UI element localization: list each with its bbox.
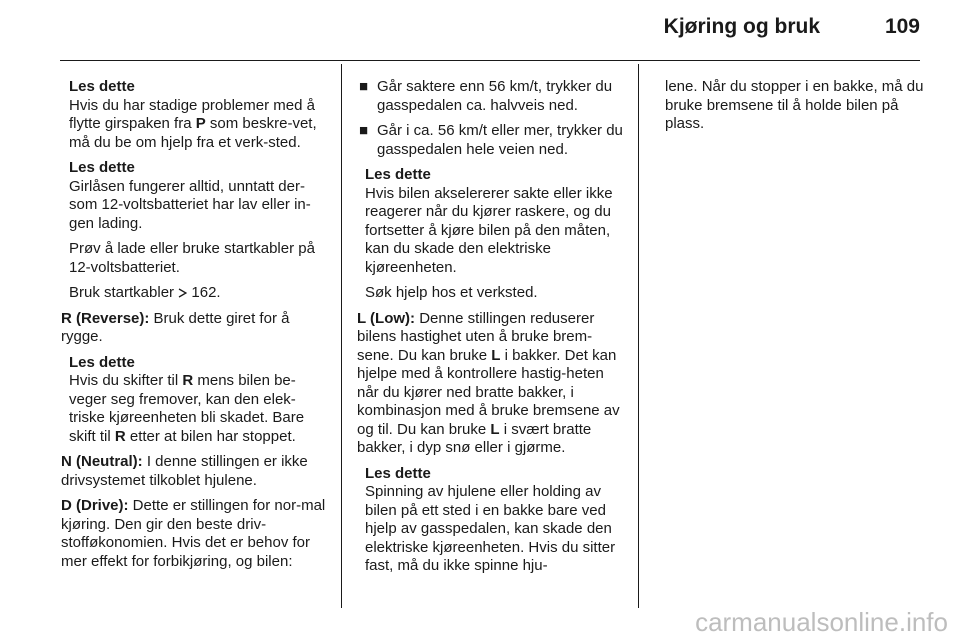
gear-text: I denne stillingen er ikke drivsystemet tilkoblet hjulene. [61, 453, 308, 489]
note-box [357, 166, 625, 277]
list-item [357, 78, 625, 115]
note-paragraph: Søk hjelp hos et verksted. [365, 284, 538, 301]
gear-label: R (Reverse): [61, 309, 150, 327]
list-item-text: Går saktere enn 56 km/t, trykker du gasspedalen ca. halvveis ned. [377, 78, 613, 114]
gear-letter: L [491, 346, 501, 364]
gear-label: L (Low): [357, 309, 416, 327]
note-text: Girlåsen fungerer alltid, unntatt der-som 12-voltsbatteriet har lav eller in-gen lading. [69, 177, 311, 232]
note-box [357, 465, 625, 576]
gear-letter: P [195, 115, 206, 132]
gear-description-l [357, 310, 625, 458]
note-text: etter at bilen har stoppet. [125, 427, 296, 445]
page-reference-arrow-icon [178, 288, 187, 298]
note-text: Hvis du skifter til [69, 372, 183, 389]
gear-text: i bakker. Det kan hjelpe med å kontrollere hastig-heten når du kjører ned bratte bakker, i kombinasjon med å bruke bremsene av og til. Du kan bruke [357, 346, 620, 438]
page-reference[interactable]: 162. [191, 284, 221, 301]
gear-description-n [61, 453, 328, 490]
list-item-text: Går i ca. 56 km/t eller mer, trykker du gasspedalen hele veien ned. [377, 122, 623, 158]
note-title: Les dette [365, 464, 431, 482]
continued-text: lene. Når du stopper i en bakke, må du bruke bremsene til å holde bilen på plass. [665, 78, 924, 132]
column-2 [357, 78, 625, 583]
note-text: Bruk startkabler [69, 284, 179, 301]
gear-description-d [61, 497, 328, 571]
page-number: 109 [884, 15, 920, 38]
gear-letter: L [490, 420, 500, 438]
section-title: Kjøring og bruk [663, 15, 820, 38]
note-title: Les dette [365, 166, 431, 183]
bullet-icon: ■ [359, 122, 369, 139]
gear-text: i svært bratte bakker, i dyp snø eller i gjørme. [357, 420, 592, 456]
note-text: Hvis bilen akselererer sakte eller ikke reagerer når du kjører raskere, og du fortsetter å kjøre bilen på den måten, kan du skade den elektriske kjøreenheten. [365, 184, 613, 276]
column-divider [341, 64, 342, 608]
note-box [61, 159, 328, 233]
gear-description-r [61, 310, 328, 347]
gear-text: Dette er stillingen for nor-mal kjøring. Den gir den beste driv-stofføkonomien. Hvis det er behov for mer effekt for forbikjøring, og bilen: [61, 497, 326, 570]
note-title: Les dette [69, 353, 135, 371]
note-box [61, 78, 328, 152]
watermark: carmanualsonline.info [695, 607, 948, 637]
note-paragraph: Prøv å lade eller bruke startkabler på 12-voltsbatteriet. [69, 240, 315, 276]
column-3 [665, 78, 927, 141]
gear-label: D (Drive): [61, 497, 129, 514]
header-divider [60, 60, 920, 61]
bullet-icon: ■ [359, 78, 369, 95]
gear-text: Denne stillingen reduserer bilens hastighet uten å bruke brem-sene. Du kan bruke [357, 309, 595, 364]
note-title: Les dette [69, 159, 135, 176]
note-title: Les dette [69, 78, 135, 95]
column-divider [638, 64, 639, 608]
note-text: som beskre-vet, må du be om hjelp fra et verk-sted. [69, 115, 317, 151]
note-paragraph [61, 284, 328, 303]
note-text: Spinning av hjulene eller holding av bilen på ett sted i en bakke bare ved hjelp av gasspedalen, kan skade den elektriske kjøreenheten. Hvis du sitter fast, må du ikke spinne hju- [365, 483, 616, 574]
gear-letter: R [182, 372, 194, 389]
note-text: Hvis du har stadige problemer med å flytte girspaken fra [69, 96, 315, 132]
column-1 [61, 78, 328, 578]
note-box [61, 354, 328, 447]
gear-text: Bruk dette giret for å rygge. [61, 309, 290, 345]
note-text: mens bilen be-veger seg fremover, kan den elek-triske kjøreenheten bli skadet. Bare skift til [69, 372, 305, 445]
gear-letter: R [114, 427, 126, 445]
list-item [357, 122, 625, 159]
gear-label: N (Neutral): [61, 453, 143, 470]
